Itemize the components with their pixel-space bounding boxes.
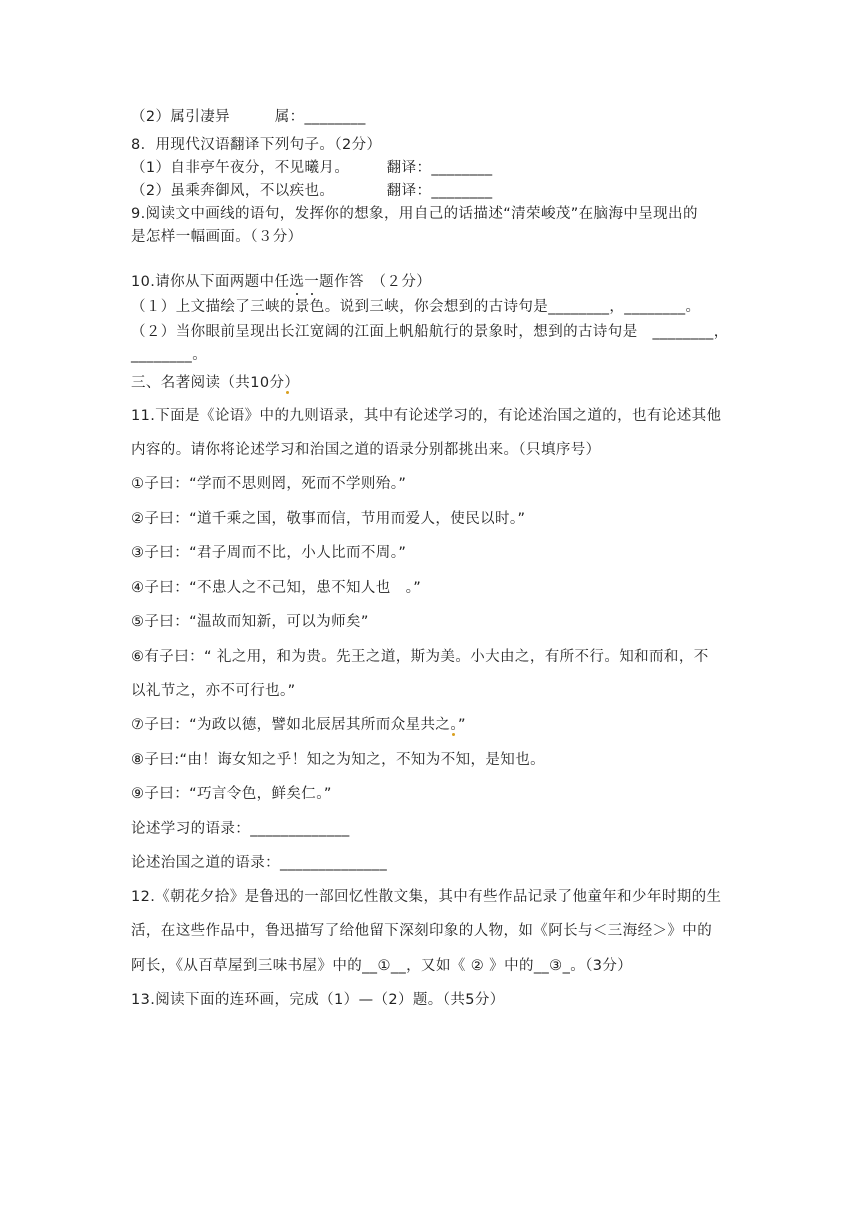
quote-7-close: 。”: [450, 717, 466, 733]
answer-study: 论述学习的语录：_____________: [131, 821, 350, 837]
q11-line-2: 内容的。请你将论述学习和治国之道的语录分别都挑出来。（只填序号）: [131, 442, 601, 458]
quote-5: ⑤子曰：“温故而知新，可以为师矣”: [131, 614, 369, 630]
section-3-heading: [131, 374, 299, 392]
q9-line-1: 9.阅读文中画线的语句，发挥你的想象，用自己的话描述“清荣峻茂”在脑海中呈现出的: [131, 206, 698, 222]
q10-title: [131, 273, 431, 291]
q13-title: 13.阅读下面的连环画，完成（1）—（2）题。（共5分）: [131, 992, 505, 1008]
q8-item-2: （2）虽乘奔御风，不以疾也。 翻译：________: [131, 183, 493, 199]
q10-title-post: 题作答 （２分）: [319, 274, 432, 290]
q11-line-1: 11.下面是《论语》中的九则语录，其中有论述学习的，有论述治国之道的，也有论述其他: [131, 408, 722, 424]
q10-title-pre: 10.请你从下面两题中任: [131, 274, 290, 290]
quote-9: ⑨子曰：“巧言令色，鲜矣仁。”: [131, 786, 332, 802]
q12-line-3: 阿长，《从百草屋到三味书屋》中的__①__，又如《 ② 》中的__③_。（3分）: [131, 958, 633, 974]
quote-6-line-1: ⑥有子曰：“ 礼之用，和为贵。先王之道，斯为美。小大由之，有所不行。知和而和，不: [131, 649, 709, 665]
quote-3: ③子曰：“君子周而不比，小人比而不周。”: [131, 545, 407, 561]
section-3-heading-close: ）: [284, 375, 300, 391]
q8-title: 8．用现代汉语翻译下列句子。（2分）: [131, 137, 382, 153]
q10-item-2-line-2: ________。: [131, 347, 208, 363]
quote-2: ②子曰：“道千乘之国，敬事而信，节用而爱人，使民以时。”: [131, 511, 526, 527]
q10-item-2-line-1: （２）当你眼前呈现出长江宽阔的江面上帆船航行的景象时，想到的古诗句是 ________，: [131, 324, 729, 340]
q7-item-2: （2）属引凄异 属：________: [131, 109, 366, 125]
quote-4: ④子曰：“不患人之不己知，患不知人也 。”: [131, 580, 422, 596]
quote-7-text: ⑦子曰：“为政以德，譬如北辰居其所而众星共之: [131, 717, 451, 733]
quote-8: ⑧子曰:“由！诲女知之乎！知之为知之，不知为不知，是知也。: [131, 752, 545, 768]
q10-title-emph-1: 选: [289, 274, 305, 290]
q9-line-2: 是怎样一幅画面。（３分）: [131, 229, 303, 245]
q10-item-1: （１）上文描绘了三峡的景色。说到三峡，你会想到的古诗句是________，________。: [131, 299, 701, 315]
section-3-heading-text: 三、名著阅读（共10分: [131, 375, 285, 391]
quote-7: [131, 716, 466, 734]
q8-item-1: （1）自非亭午夜分，不见曦月。 翻译：________: [131, 160, 493, 176]
quote-1: ①子曰：“学而不思则罔，死而不学则殆。”: [131, 476, 407, 492]
q12-line-1: 12.《朝花夕拾》是鲁迅的一部回忆性散文集，其中有些作品记录了他童年和少年时期的生: [131, 889, 722, 905]
quote-6-line-2: 以礼节之，亦不可行也。”: [131, 683, 296, 699]
q12-line-2: 活，在这些作品中，鲁迅描写了给他留下深刻印象的人物，如《阿长与＜三海经＞》中的: [131, 923, 713, 939]
q10-title-emph-2: 一: [304, 274, 320, 290]
answer-govern: 论述治国之道的语录：______________: [131, 855, 388, 871]
